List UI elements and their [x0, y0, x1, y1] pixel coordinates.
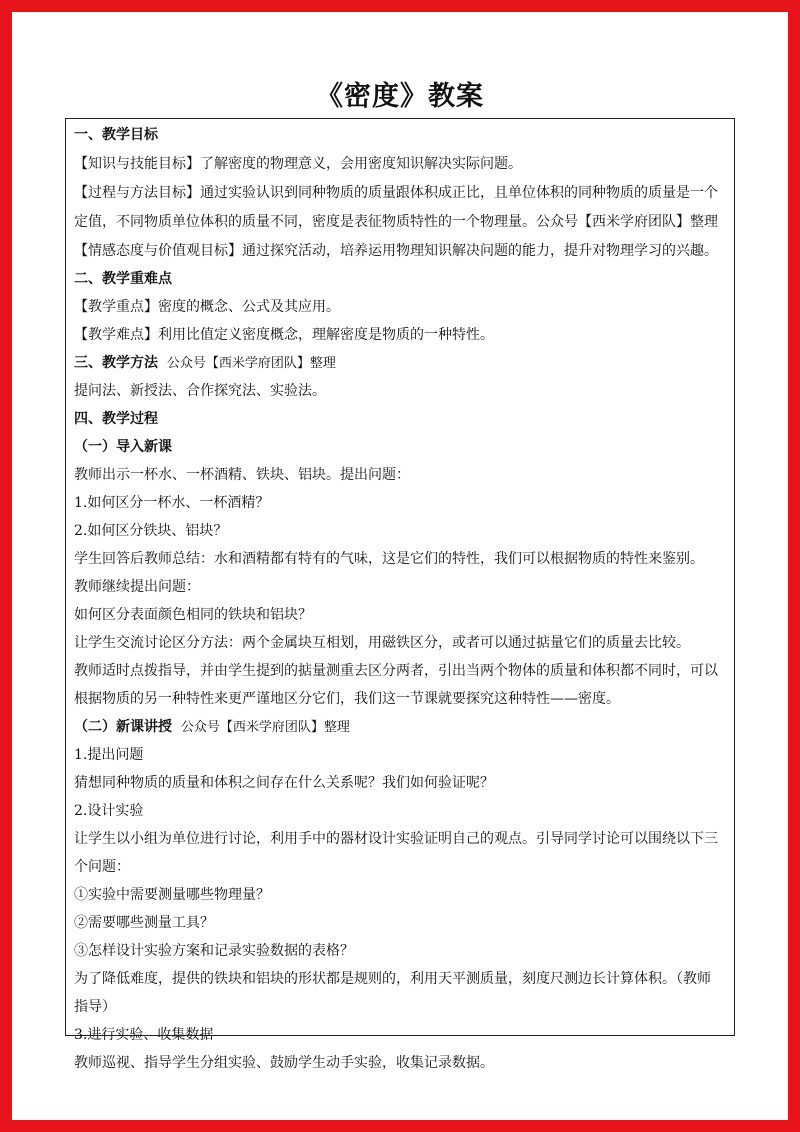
- heading-key-points: 二、教学重难点: [74, 271, 172, 287]
- new-lesson-note: 公众号【西米学府团队】整理: [180, 720, 350, 735]
- document-title: 《密度》教案: [316, 81, 484, 112]
- step-2-text-line-1: 让学生以小组为单位进行讨论，利用手中的器材设计实验证明自己的观点。引导同学讨论可以围绕以下三: [74, 831, 718, 847]
- question-2: ②需要哪些测量工具？: [74, 915, 214, 931]
- intro-line-1: 教师出示一杯水、一杯酒精、铁块、铝块。提出问题：: [74, 467, 410, 483]
- step-2-text-line-2: 个问题：: [74, 859, 130, 875]
- heading-intro: （一）导入新课: [74, 439, 172, 455]
- heading-new-lesson-row: [74, 718, 738, 737]
- intro-continue: 教师继续提出问题：: [74, 579, 200, 595]
- methods-list: 提问法、新授法、合作探究法、实验法。: [74, 383, 326, 399]
- intro-question-2: 2.如何区分铁块、铝块？: [74, 523, 228, 539]
- intro-discussion: 让学生交流讨论区分方法：两个金属块互相划，用磁铁区分，或者可以通过掂量它们的质量去比较。: [74, 635, 690, 651]
- methods-note: 公众号【西米学府团队】整理: [166, 356, 336, 371]
- process-goal-line-2: 定值，不同物质单位体积的质量不同，密度是表征物质特性的一个物理量。公众号【西米学府团队】整理: [74, 214, 718, 230]
- process-goal-line-1: 【过程与方法目标】通过实验认识到同种物质的质量跟体积成正比，且单位体积的同种物质的质量是一个: [74, 185, 718, 201]
- heading-methods: 三、教学方法: [74, 355, 158, 371]
- step-1-title: 1.提出问题: [74, 747, 144, 763]
- knowledge-goal: 【知识与技能目标】了解密度的物理意义，会用密度知识解决实际问题。: [74, 156, 522, 172]
- heading-new-lesson: （二）新课讲授: [74, 719, 172, 735]
- key-point: 【教学重点】密度的概念、公式及其应用。: [74, 299, 340, 315]
- heading-process: 四、教学过程: [74, 411, 158, 427]
- question-3: ③怎样设计实验方案和记录实验数据的表格？: [74, 943, 354, 959]
- heading-methods-row: [74, 354, 738, 373]
- intro-question-3: 如何区分表面颜色相同的铁块和铝块？: [74, 607, 312, 623]
- difficult-point: 【教学难点】利用比值定义密度概念，理解密度是物质的一种特性。: [74, 327, 494, 343]
- intro-question-1: 1.如何区分一杯水、一杯酒精？: [74, 495, 270, 511]
- step-2-note-line-2: 指导）: [74, 999, 116, 1015]
- question-1: ①实验中需要测量哪些物理量？: [74, 887, 270, 903]
- intro-summary: 学生回答后教师总结：水和酒精都有特有的气味，这是它们的特性，我们可以根据物质的特性来鉴别。: [74, 551, 704, 567]
- step-2-title: 2.设计实验: [74, 803, 144, 819]
- step-1-text: 猜想同种物质的质量和体积之间存在什么关系呢？我们如何验证呢？: [74, 775, 494, 791]
- attitude-goal: 【情感态度与价值观目标】通过探究活动，培养运用物理知识解决问题的能力，提升对物理学习的兴趣。: [74, 243, 718, 259]
- step-3-text: 教师巡视、指导学生分组实验、鼓励学生动手实验，收集记录数据。: [74, 1055, 494, 1071]
- intro-guide-line-2: 根据物质的另一种特性来更严谨地区分它们，我们这一节课就要探究这种特性——密度。: [74, 691, 620, 707]
- step-2-note-line-1: 为了降低难度，提供的铁块和铝块的形状都是规则的，利用天平测质量，刻度尺测边长计算体积。（教师: [74, 971, 711, 987]
- step-3-title: 3.进行实验、收集数据: [74, 1027, 214, 1043]
- intro-guide-line-1: 教师适时点拨指导，并由学生提到的掂量测重去区分两者，引出当两个物体的质量和体积都不同时，可以: [74, 663, 718, 679]
- heading-teaching-goals: 一、教学目标: [74, 127, 158, 143]
